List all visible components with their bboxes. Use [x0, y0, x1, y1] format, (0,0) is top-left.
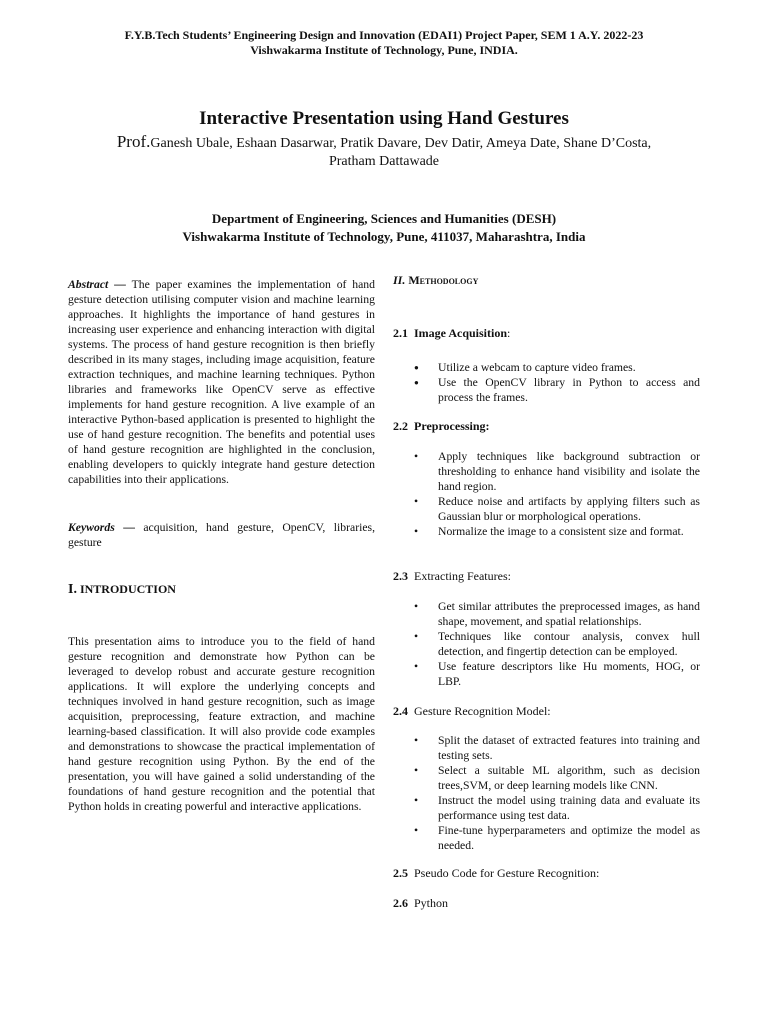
section-number: 2.4 [393, 704, 408, 718]
list-item: • Get similar attributes the preprocessed images, as hand shape, movement, and spatial relationships. [414, 600, 700, 628]
section-2-2-list [393, 449, 700, 539]
section-title: Gesture Recognition Model: [414, 704, 551, 718]
institute-address: Vishwakarma Institute of Technology, Pune, 411037, Maharashtra, India [182, 229, 586, 244]
author-names-line-1: Ganesh Ubale, Eshaan Dasarwar, Pratik Davare, Dev Datir, Ameya Date, Shane D’Costa, [150, 136, 652, 151]
bullet-icon: ● [414, 363, 419, 372]
bullet-icon: • [414, 794, 419, 807]
list-item: ● Utilize a webcam to capture video frames. [414, 361, 636, 374]
section-title: Python [414, 896, 449, 910]
abstract-dash: — [108, 278, 132, 291]
section-2-3-list [393, 599, 700, 689]
author-list [80, 133, 688, 171]
section-2-1-list [393, 360, 700, 405]
section-2-3-heading [393, 569, 700, 584]
list-item: • Normalize the image to a consistent size and format. [414, 525, 684, 538]
section-number: 2.6 [393, 896, 408, 910]
list-item: • Use feature descriptors like Hu moments, HOG, or LBP. [414, 660, 700, 688]
keywords-label: Keywords [68, 521, 115, 534]
list-item: • Instruct the model using training data and evaluate its performance using test data. [414, 794, 700, 822]
section-2-4-heading [393, 704, 700, 719]
list-item: • Apply techniques like background subtraction or thresholding to enhance hand visibility and isolate the hand region. [414, 450, 700, 493]
methodology-heading [393, 273, 700, 288]
list-item: • Reduce noise and artifacts by applying filters such as Gaussian blur or morphological operations. [414, 495, 700, 523]
section-suffix: : [507, 326, 511, 340]
section-number: 2.2 [393, 419, 408, 433]
section-2-6-heading [393, 896, 700, 911]
conference-header [0, 28, 768, 58]
section-number: 2.3 [393, 569, 408, 583]
header-line-1: F.Y.B.Tech Students’ Engineering Design and Innovation (EDAI1) Project Paper, SEM 1 A.Y. 2022-23 [124, 28, 644, 42]
bullet-icon: • [414, 734, 419, 747]
bullet-icon: • [414, 824, 419, 837]
bullet-icon: • [414, 495, 419, 508]
bullet-icon: • [414, 764, 419, 777]
section-2-1-heading [393, 326, 700, 341]
introduction-title: INTRODUCTION [76, 582, 176, 596]
affiliation [0, 210, 768, 246]
header-line-2: Vishwakarma Institute of Technology, Pune, INDIA. [250, 43, 518, 57]
bullet-icon: • [414, 600, 419, 613]
keywords-text: acquisition, hand gesture, OpenCV, libraries, gesture [68, 521, 376, 549]
bullet-icon: • [414, 450, 419, 463]
methodology-title: Methodology [408, 273, 479, 287]
list-item: • Techniques like contour analysis, convex hull detection, and fingertip detection can be employed. [414, 630, 700, 658]
bullet-icon: • [414, 525, 419, 538]
section-title: Pseudo Code for Gesture Recognition: [414, 866, 600, 880]
section-number: 2.1 [393, 326, 408, 340]
author-prefix: Prof. [116, 132, 151, 151]
section-title: Preprocessing: [414, 419, 490, 433]
introduction-number: I. [68, 582, 77, 597]
section-2-2-heading [393, 419, 700, 434]
keywords-section [68, 520, 375, 550]
department-name: Department of Engineering, Sciences and Humanities (DESH) [211, 211, 557, 226]
bullet-icon: • [414, 660, 419, 673]
bullet-icon: ● [414, 378, 419, 387]
list-item: • Split the dataset of extracted features into training and testing sets. [414, 734, 700, 762]
section-2-5-heading [393, 866, 700, 881]
bullet-icon: • [414, 630, 419, 643]
paper-title: Interactive Presentation using Hand Gestures [199, 108, 569, 129]
abstract-text: The paper examines the implementation of hand gesture detection utilising computer vision and machine learning approaches. It highlights the importance of hand gestures in increasing user experience and enhancing interaction with digital systems. The process of hand gesture recognition is then briefly described in its many stages, including image acquisition, feature extraction techniques, and machine learning techniques. Python libraries and frameworks like OpenCV serve as effective implements for hand gesture recognition. A live example of an interactive Python-based application is presented to highlight the use of hand gesture recognition. The benefits and potential uses of hand gesture recognition are highlighted in the conclusion, enabling developers to quickly integrate hand gesture detection capabilities into their applications. [68, 278, 375, 486]
abstract-section [68, 277, 375, 487]
section-title: Extracting Features: [414, 569, 511, 583]
section-2-4-list [393, 733, 700, 853]
list-item: • Fine-tune hyperparameters and optimize the model as needed. [414, 824, 700, 852]
section-title: Image Acquisition [414, 326, 508, 340]
abstract-label: Abstract [68, 278, 109, 291]
methodology-number: II. [393, 273, 406, 287]
introduction-heading [68, 582, 375, 598]
list-item: • Select a suitable ML algorithm, such as decision trees,SVM, or deep learning models like CNN. [414, 764, 700, 792]
introduction-text: This presentation aims to introduce you to the field of hand gesture recognition and demonstrate how Python can be leveraged to develop robust and accurate gesture recognition applications. It will explore the underlying concepts and techniques involved in hand gesture recognition, such as image acquisition, preprocessing, feature extraction, and machine learning-based classification. It will also provide code examples and demonstrations to showcase the practical implementation of hand gesture recognition using Python. By the end of the presentation, you will have gained a solid understanding of the foundations of hand gesture recognition and the potential that Python holds in creating powerful and interactive applications. [68, 635, 375, 813]
section-number: 2.5 [393, 866, 408, 880]
keywords-dash: — [114, 521, 144, 534]
author-names-line-2: Pratham Dattawade [328, 154, 439, 169]
list-item: ● Use the OpenCV library in Python to access and process the frames. [414, 376, 700, 404]
